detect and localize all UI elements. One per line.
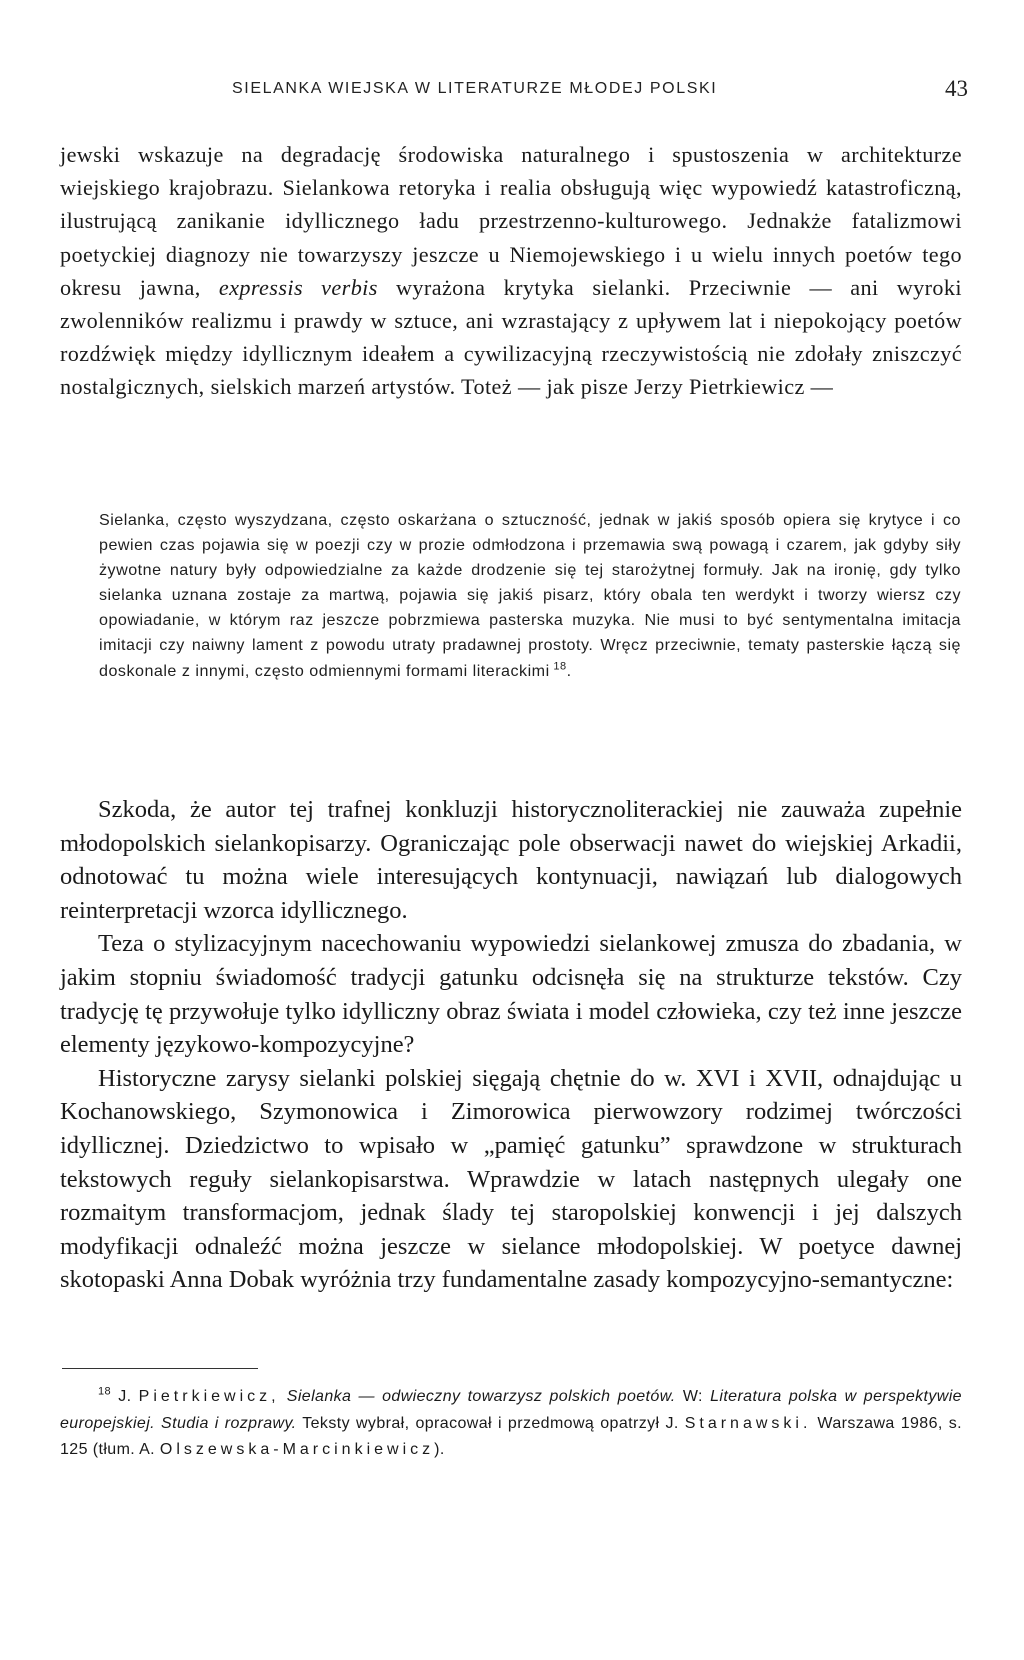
footnote-publication: Warszawa 1986, s. 125 (tłum. A. bbox=[60, 1414, 962, 1458]
footnote-divider bbox=[62, 1368, 258, 1369]
footnote-translator: Olszewska-Marcinkiewicz bbox=[159, 1441, 435, 1458]
quote-end: . bbox=[566, 661, 572, 680]
paragraph: Historyczne zarysy sielanki polskiej sięgają chętnie do w. XVI i XVII, odnajdując u Kochanowskiego, Szymonowica i Zimorowica pierwowzory rodzimej twórczości idyllicznej. Dziedzictwo to wpisało w „pamięć gatunku” sprawdzone w strukturach tekstowych reguły sielankopisarstwa. Wprawdzie w latach następnych ulegały one rozmaitym transformacjom, jednak ślady tej staropolskiej konwencji i jej dalszych modyfikacji odnaleźć można jeszcze w sielance młodopolskiej. W poetyce dawnej skotopaski Anna Dobak wyróżnia trzy fundamentalne zasady kompozycyjno-semantyczne: bbox=[60, 1064, 962, 1294]
footnote-number: 18 bbox=[98, 1385, 112, 1398]
footnote-author: Pietrkiewicz, bbox=[138, 1388, 280, 1405]
footnote-in-label: W: bbox=[682, 1388, 703, 1405]
continuation-paragraph bbox=[60, 138, 962, 404]
footnote-book-title: Literatura polska w perspektywie europejskiej. Studia i rozprawy. bbox=[60, 1388, 962, 1432]
footnote-marker[interactable]: 18 bbox=[553, 660, 567, 673]
italic-phrase: expressis verbis bbox=[218, 274, 378, 300]
paragraph bbox=[60, 138, 962, 404]
text-run: jewski wskazuje na degradację środowiska naturalnego i spustoszenia w architekturze wiejskiego krajobrazu. Sielankowa retoryka i realia obsługują więc wypowiedź katastroficzną, ilustrującą zanikanie idyllicznego ładu przestrzenno-kulturowego. Jednakże fatalizmowi poetyckiej diagnozy nie towarzyszy jeszcze u Niemojewskiego i u wielu innych poetów tego okresu jawna, bbox=[60, 142, 962, 300]
footnote-title: Sielanka — odwieczny towarzysz polskich poetów. bbox=[286, 1388, 676, 1405]
footnote-end: ). bbox=[434, 1441, 445, 1458]
footnote-text: Teksty wybrał, opracował i przedmową opatrzył J. bbox=[302, 1414, 679, 1432]
text-run: wyrażona krytyka sielanki. Przeciwnie — ani wyroki zwolenników realizmu i prawdy w sztuce, ani wzrastający z upływem lat i niepokojący poetów rozdźwięk między idyllicznym ideałem a cywilizacyjną rzeczywistością nie zdołały zniszczyć nostalgicznych, sielskich marzeń artystów. Toteż — jak pisze Jerzy Pietrkiewicz — bbox=[60, 274, 962, 400]
paragraph: Szkoda, że autor tej trafnej konkluzji historycznoliterackiej nie zauważa zupełnie młodopolskich sielankopisarzy. Ograniczając pole obserwacji nawet do wiejskiej Arkadii, odnotować tu można wiele interesujących kontynuacji, nawiązań lub dialogowych reinterpretacji wzorca idyllicznego. bbox=[60, 796, 962, 924]
footnote-editor: Starnawski. bbox=[684, 1414, 812, 1432]
body-text bbox=[60, 793, 962, 1297]
footnote-author-initial: J. bbox=[118, 1388, 132, 1405]
footnote bbox=[60, 1384, 962, 1464]
paragraph: Teza o stylizacyjnym nacechowaniu wypowiedzi sielankowej zmusza do zbadania, w jakim stopniu świadomość tradycji gatunku odcisnęła się na strukturze tekstów. Czy tradycję tę przywołuje tylko idylliczny obraz świata i model człowieka, czy też inne jeszcze elementy językowo-kompozycyjne? bbox=[60, 930, 962, 1059]
running-title: SIELANKA WIEJSKA W LITERATURZE MŁODEJ POLSKI bbox=[232, 80, 718, 97]
page-number: 43 bbox=[945, 76, 968, 101]
running-header bbox=[232, 76, 968, 102]
block-quote bbox=[99, 508, 961, 684]
quote-text: Sielanka, często wyszydzana, często oskarżana o sztuczność, jednak w jakiś sposób opiera się krytyce i co pewien czas pojawia się w poezji czy w prozie odmłodzona i przemawia swą powagą i czarem, jak gdyby siły żywotne natury były odpowiedzialne za każde drodzenie się tej starożytnej formuły. Jak na ironię, gdy tylko sielanka uznana zostaje za martwą, pojawia się jakiś pisarz, który obala ten werdykt i tworzy wiersz czy opowiadanie, w którym raz jeszcze pobrzmiewa pasterska muzyka. Nie musi to być sentymentalna imitacja imitacji czy naiwny lament z powodu utraty pradawnej prostoty. Wręcz przeciwnie, tematy pasterskie łączą się doskonale z innymi, często odmiennymi formami literackimi bbox=[99, 511, 961, 680]
